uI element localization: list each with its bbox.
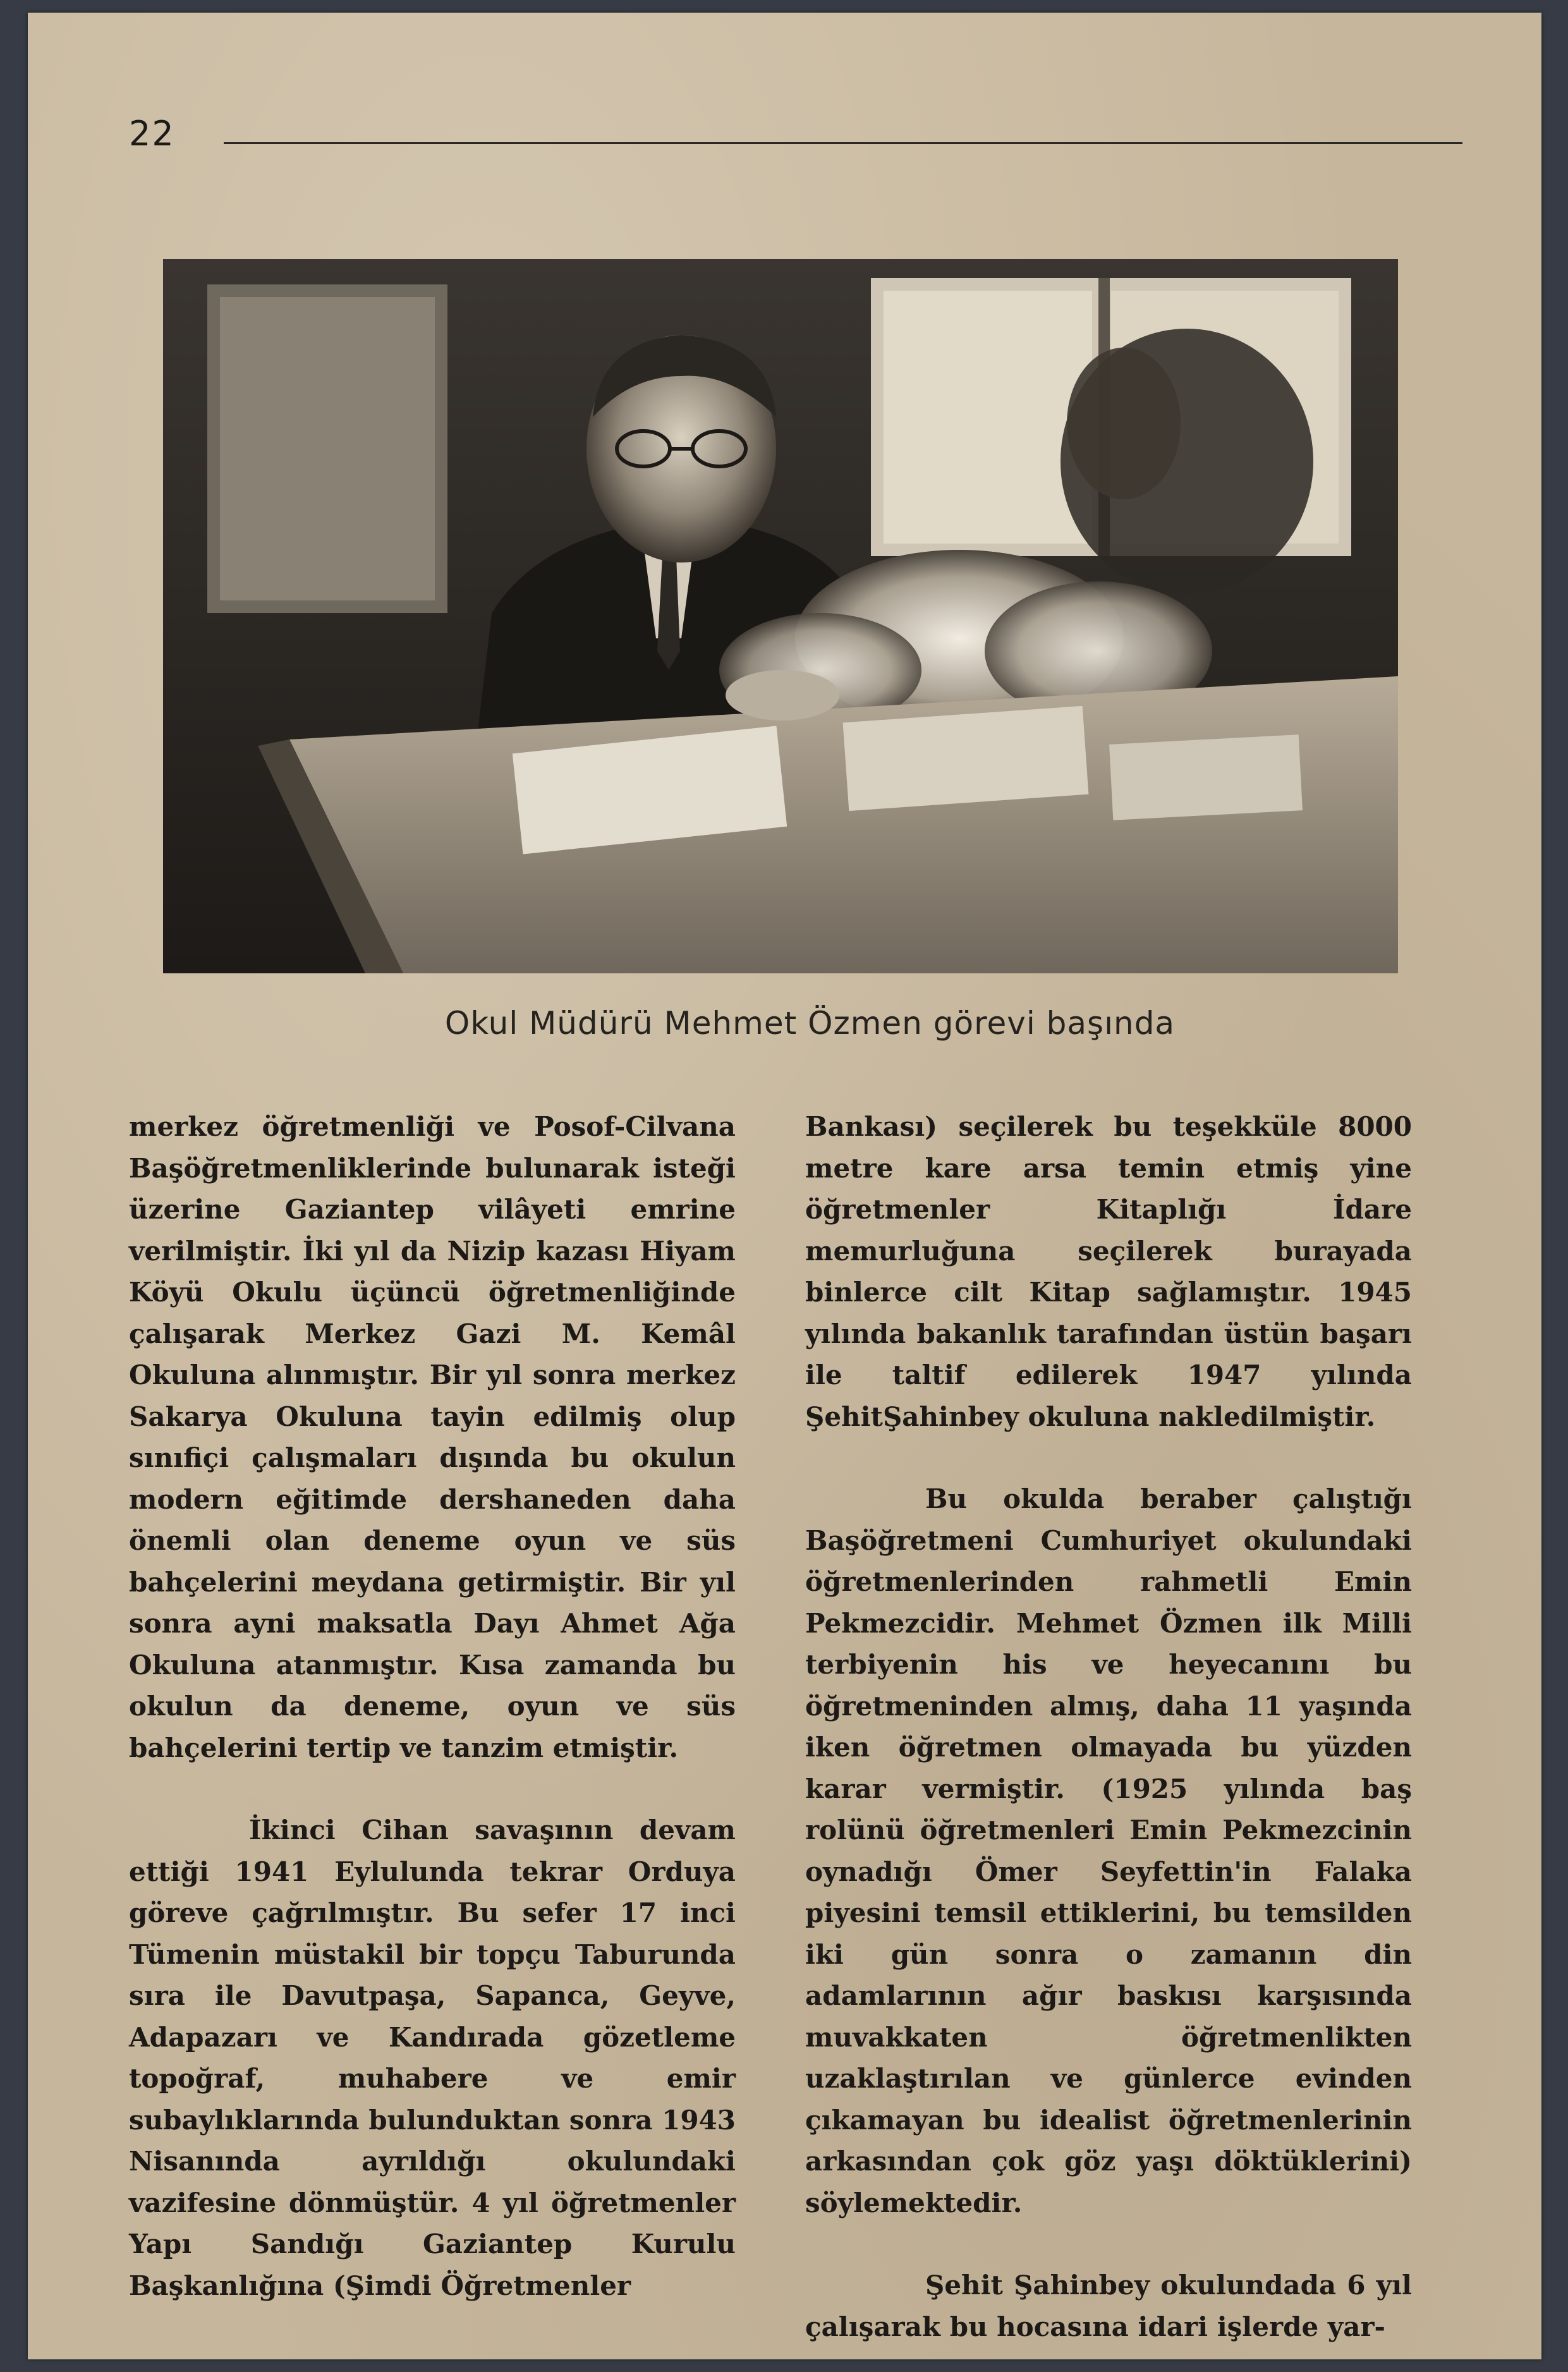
photo-caption: Okul Müdürü Mehmet Özmen görevi başında [444,1005,1176,1042]
right-paragraph-2: Bu okulda beraber çalıştığı Başöğretmeni Cumhuriyet okulundaki öğretmenlerinden rahmetli Emin Pekmezcidir. Mehmet Özmen ilk Milli terbiyenin his ve heyecanını bu öğretmeninden almış, daha 11 yaşında iken öğretmen olmayada bu yüzden karar vermiştir. (1925 yılında baş rolünü öğretmenleri Emin Pekmezcinin oynadığı Ömer Seyfettin'in Falaka piyesini temsil ettiklerini, bu temsilden iki gün sonra o zamanın din adamlarının ağır baskısı karşısında muvakkaten öğretmenlikten uzaklaştırılan ve günlerce evinden çıkamayan bu idealist öğretmenlerinin arkasından çok göz yaşı döktüklerini) söylemektedir. [805,1483,1412,2218]
left-paragraph-2: İkinci Cihan savaşının devam ettiği 1941 Eylulunda tekrar Orduya göreve çağrılmıştır. Bu sefer 17 inci Tümenin müstakil bir topçu Taburunda sıra ile Davutpaşa, Sapanca, Geyve, Adapazarı ve Kandırada gözetleme topoğraf, muhabere ve emir subaylıklarında bulunduktan sonra 1943 Nisanında ayrıldığı okulundaki vazifesine dönmüştür. 4 yıl öğretmenler Yapı Sandığı Gaziantep Kurulu Başkanlığına (Şimdi Öğretmenler [129,1815,736,2301]
right-column [805,1106,1412,2347]
document-page [28,13,1541,2359]
page-header [129,114,1462,164]
photo-image [163,259,1398,973]
left-paragraph-1: merkez öğretmenliği ve Posof-Cilvana Başöğretmenliklerinde bulunarak isteği üzerine Gaziantep vilâyeti emrine verilmiştir. İki yıl da Nizip kazası Hiyam Köyü Okulu üçüncü öğretmenliğinde çalışarak Merkez Gazi M. Kemâl Okuluna alınmıştır. Bir yıl sonra merkez Sakarya Okuluna tayin edilmiş olup sınıfiçi çalışmaları dışında bu okulun modern eğitimde dershaneden daha önemli olan deneme oyun ve süs bahçelerini meydana getirmiştir. Bir yıl sonra ayni maksatla Dayı Ahmet Ağa Okuluna atanmıştır. Kısa zamanda bu okulun da deneme, oyun ve süs bahçelerini tertip ve tanzim etmiştir. [129,1111,736,1763]
left-column [129,1106,736,2306]
right-paragraph-1: Bankası) seçilerek bu teşekküle 8000 metre kare arsa temin etmiş yine öğretmenler Kitaplığı İdare memurluğuna seçilerek burayada binlerce cilt Kitap sağlamıştır. 1945 yılında bakanlık tarafından üstün başarı ile taltif edilerek 1947 yılında ŞehitŞahinbey okuluna nakledilmiştir. [805,1111,1412,1432]
page-number: 22 [129,114,175,154]
photo [163,259,1398,973]
right-paragraph-3: Şehit Şahinbey okulundada 6 yıl çalışarak bu hocasına idari işlerde yar- [805,2270,1412,2342]
header-rule [224,142,1462,144]
